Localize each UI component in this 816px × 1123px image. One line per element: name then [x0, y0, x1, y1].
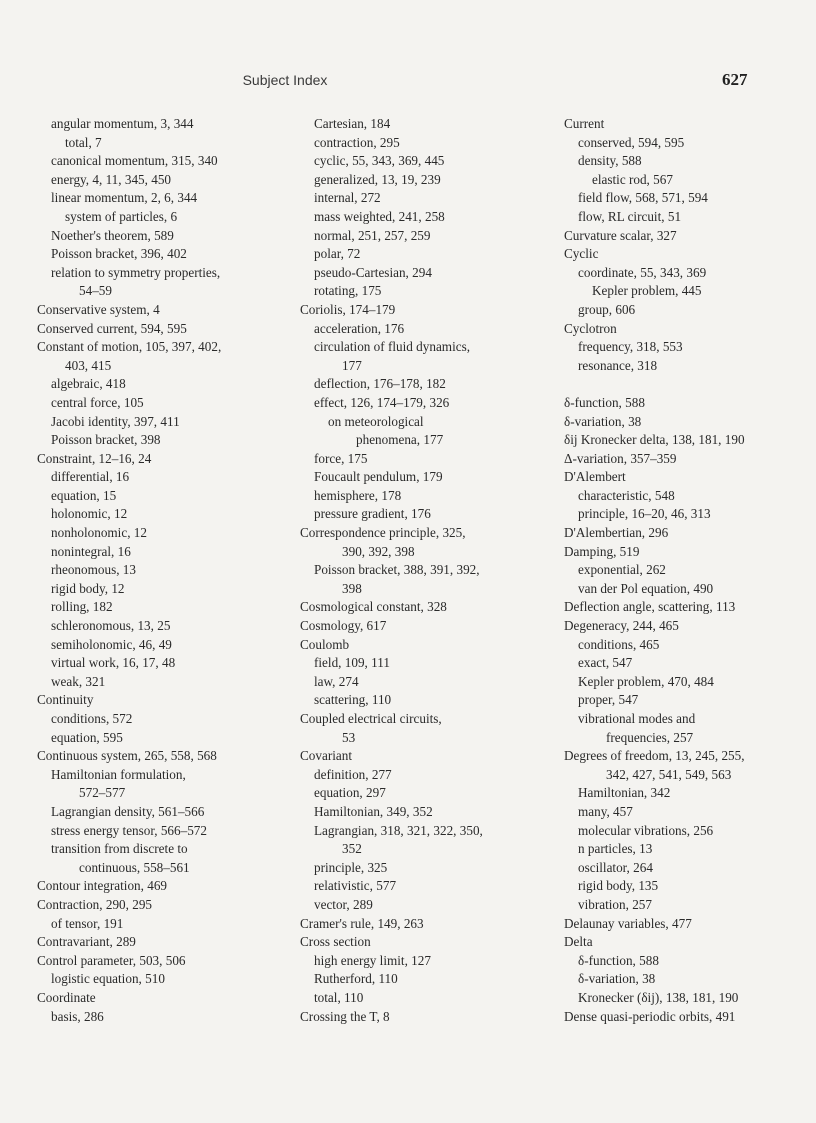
index-entry: Curvature scalar, 327 — [564, 227, 677, 243]
page-number: 627 — [722, 70, 748, 89]
index-entry: Covariant — [300, 748, 353, 764]
index-entry: characteristic, 548 — [578, 487, 675, 503]
index-entry: 352 — [342, 841, 362, 857]
index-entry: canonical momentum, 315, 340 — [51, 153, 218, 169]
index-entry: schleronomous, 13, 25 — [51, 618, 171, 634]
index-entry: Foucault pendulum, 179 — [314, 469, 443, 485]
index-entry: Hamiltonian formulation, — [51, 766, 186, 782]
index-entry: Cyclic — [564, 246, 599, 262]
index-entry: logistic equation, 510 — [51, 971, 165, 987]
index-entry: rigid body, 12 — [51, 580, 125, 596]
index-column-1 — [37, 115, 287, 1026]
index-entry: polar, 72 — [314, 246, 361, 262]
index-entry: Control parameter, 503, 506 — [37, 952, 186, 968]
index-entry: 398 — [342, 580, 362, 596]
index-entry: relativistic, 577 — [314, 878, 397, 894]
index-entry: algebraic, 418 — [51, 376, 126, 392]
index-entry: proper, 547 — [578, 692, 639, 708]
index-entry: total, 110 — [314, 989, 364, 1005]
index-entry: Current — [564, 116, 605, 131]
index-entry: elastic rod, 567 — [592, 171, 673, 187]
index-entry: contraction, 295 — [314, 134, 400, 150]
index-entry: 342, 427, 541, 549, 563 — [606, 766, 732, 782]
index-entry: energy, 4, 11, 345, 450 — [51, 171, 172, 187]
index-column-2 — [300, 115, 550, 1026]
index-entry: equation, 595 — [51, 729, 123, 745]
index-entry: field flow, 568, 571, 594 — [578, 190, 708, 206]
index-entry: flow, RL circuit, 51 — [578, 208, 682, 224]
index-entry: density, 588 — [578, 153, 642, 169]
index-entry: δij Kronecker delta, 138, 181, 190 — [564, 432, 745, 448]
index-entry: resonance, 318 — [578, 357, 658, 373]
index-entry: Hamiltonian, 349, 352 — [314, 803, 433, 819]
index-entry: 54–59 — [79, 283, 112, 299]
index-entry: Coulomb — [300, 636, 350, 652]
index-entry: total, 7 — [65, 134, 102, 150]
index-entry: definition, 277 — [314, 766, 392, 782]
index-entry: Hamiltonian, 342 — [578, 785, 671, 801]
index-entry: frequencies, 257 — [606, 729, 694, 745]
index-entry: Contour integration, 469 — [37, 878, 168, 894]
index-entry: vector, 289 — [314, 896, 373, 912]
index-entry: Cyclotron — [564, 320, 617, 336]
index-entry: Constant of motion, 105, 397, 402, — [37, 339, 222, 355]
index-entry: normal, 251, 257, 259 — [314, 227, 431, 243]
index-entry: Δ-variation, 357–359 — [564, 450, 677, 466]
index-entry: high energy limit, 127 — [314, 952, 431, 968]
index-entry: Kepler problem, 470, 484 — [578, 673, 714, 689]
index-entry: Delaunay variables, 477 — [564, 915, 692, 931]
index-entry: system of particles, 6 — [65, 208, 178, 224]
index-entry: principle, 325 — [314, 859, 388, 875]
index-entry: rolling, 182 — [51, 599, 113, 615]
index-entry: Coordinate — [37, 989, 96, 1005]
index-entry: mass weighted, 241, 258 — [314, 208, 445, 224]
index-entry: Cross section — [300, 934, 371, 950]
index-entry: acceleration, 176 — [314, 320, 405, 336]
index-entry: law, 274 — [314, 673, 359, 689]
index-entry: angular momentum, 3, 344 — [51, 116, 194, 131]
index-entry: nonholonomic, 12 — [51, 525, 147, 541]
index-entry: Coriolis, 174–179 — [300, 301, 396, 317]
index-entry: Cosmology, 617 — [300, 618, 387, 634]
index-entry: Degrees of freedom, 13, 245, 255, — [564, 748, 745, 764]
index-entry: 403, 415 — [65, 357, 112, 373]
index-entry: molecular vibrations, 256 — [578, 822, 714, 838]
index-entry: generalized, 13, 19, 239 — [314, 171, 441, 187]
index-entry: Damping, 519 — [564, 543, 640, 559]
index-entry: circulation of fluid dynamics, — [314, 339, 471, 355]
index-entry: nonintegral, 16 — [51, 543, 131, 559]
index-entry: vibration, 257 — [578, 896, 652, 912]
index-entry: effect, 126, 174–179, 326 — [314, 394, 450, 410]
index-entry: Conserved current, 594, 595 — [37, 320, 187, 336]
index-entry: Rutherford, 110 — [314, 971, 398, 987]
index-entry: n particles, 13 — [578, 841, 653, 857]
running-header-title: Subject Index — [242, 72, 328, 88]
index-entry: Crossing the T, 8 — [300, 1008, 390, 1024]
index-entry: Cramer's rule, 149, 263 — [300, 915, 424, 931]
index-column-3 — [564, 115, 804, 1026]
index-entry: on meteorological — [328, 413, 424, 429]
index-entry: Poisson bracket, 398 — [51, 432, 161, 448]
index-entry: weak, 321 — [51, 673, 106, 689]
index-entry: Delta — [564, 934, 593, 950]
index-entry: equation, 297 — [314, 785, 386, 801]
index-entry: Lagrangian, 318, 321, 322, 350, — [314, 822, 483, 838]
index-entry: vibrational modes and — [578, 711, 696, 726]
index-gap — [564, 375, 804, 394]
index-entry: δ-function, 588 — [564, 394, 645, 410]
index-entry: Contravariant, 289 — [37, 934, 136, 950]
index-entry: pseudo-Cartesian, 294 — [314, 264, 432, 280]
index-entry: Continuous system, 265, 558, 568 — [37, 748, 217, 764]
index-entry: Dense quasi-periodic orbits, 491 — [564, 1008, 736, 1024]
index-entry: deflection, 176–178, 182 — [314, 376, 446, 392]
index-entry: Constraint, 12–16, 24 — [37, 450, 152, 466]
index-entry: van der Pol equation, 490 — [578, 580, 714, 596]
index-entry: internal, 272 — [314, 190, 381, 206]
index-entry: transition from discrete to — [51, 841, 188, 857]
index-entry: conserved, 594, 595 — [578, 134, 685, 150]
index-entry: Cartesian, 184 — [314, 116, 391, 131]
index-entry: Deflection angle, scattering, 113 — [564, 599, 736, 615]
index-entry: 572–577 — [79, 785, 126, 801]
index-entry: rigid body, 135 — [578, 878, 659, 894]
index-entry: group, 606 — [578, 301, 636, 317]
index-entry: field, 109, 111 — [314, 655, 390, 671]
index-entry: Poisson bracket, 388, 391, 392, — [314, 562, 480, 578]
index-entry: cyclic, 55, 343, 369, 445 — [314, 153, 445, 169]
index-entry: differential, 16 — [51, 469, 130, 485]
index-entry: equation, 15 — [51, 487, 117, 503]
index-entry: Contraction, 290, 295 — [37, 896, 153, 912]
index-entry: exponential, 262 — [578, 562, 666, 578]
index-entry: force, 175 — [314, 450, 368, 466]
index-entry: δ-variation, 38 — [564, 413, 642, 429]
index-entry: frequency, 318, 553 — [578, 339, 683, 355]
index-entry: hemisphere, 178 — [314, 487, 402, 503]
index-entry: stress energy tensor, 566–572 — [51, 822, 207, 838]
index-entry: central force, 105 — [51, 394, 144, 410]
index-entry: continuous, 558–561 — [79, 859, 190, 875]
index-entry: exact, 547 — [578, 655, 633, 671]
index-entry: Cosmological constant, 328 — [300, 599, 447, 615]
index-entry: holonomic, 12 — [51, 506, 128, 522]
index-entry: 177 — [342, 357, 362, 373]
index-entry: Coupled electrical circuits, — [300, 711, 442, 726]
index-entry: rotating, 175 — [314, 283, 382, 299]
index-entry: conditions, 465 — [578, 636, 660, 652]
index-entry: phenomena, 177 — [356, 432, 444, 448]
index-entry: 53 — [342, 729, 356, 745]
index-entry: Jacobi identity, 397, 411 — [51, 413, 180, 429]
index-entry: δ-function, 588 — [578, 952, 659, 968]
index-entry: Lagrangian density, 561–566 — [51, 803, 205, 819]
index-entry: linear momentum, 2, 6, 344 — [51, 190, 198, 206]
index-entry: relation to symmetry properties, — [51, 264, 221, 280]
index-entry: Degeneracy, 244, 465 — [564, 618, 679, 634]
index-entry: Poisson bracket, 396, 402 — [51, 246, 187, 262]
index-entry: Kepler problem, 445 — [592, 283, 702, 299]
index-entry: virtual work, 16, 17, 48 — [51, 655, 176, 671]
index-entry: D'Alembertian, 296 — [564, 525, 669, 541]
index-entry: Conservative system, 4 — [37, 301, 160, 317]
index-entry: of tensor, 191 — [51, 915, 124, 931]
index-entry: many, 457 — [578, 803, 633, 819]
index-entry: conditions, 572 — [51, 711, 133, 726]
index-entry: Continuity — [37, 692, 94, 708]
index-entry: coordinate, 55, 343, 369 — [578, 264, 707, 280]
index-entry: δ-variation, 38 — [578, 971, 656, 987]
index-entry: Correspondence principle, 325, — [300, 525, 466, 541]
index-entry: D'Alembert — [564, 469, 626, 485]
index-entry: semiholonomic, 46, 49 — [51, 636, 172, 652]
index-entry: Noether's theorem, 589 — [51, 227, 174, 243]
index-entry: pressure gradient, 176 — [314, 506, 431, 522]
index-entry: Kronecker (δij), 138, 181, 190 — [578, 989, 739, 1005]
index-entry: principle, 16–20, 46, 313 — [578, 506, 711, 522]
index-entry: 390, 392, 398 — [342, 543, 415, 559]
index-entry: rheonomous, 13 — [51, 562, 136, 578]
index-entry: basis, 286 — [51, 1008, 104, 1024]
index-entry: oscillator, 264 — [578, 859, 653, 875]
index-entry: scattering, 110 — [314, 692, 392, 708]
